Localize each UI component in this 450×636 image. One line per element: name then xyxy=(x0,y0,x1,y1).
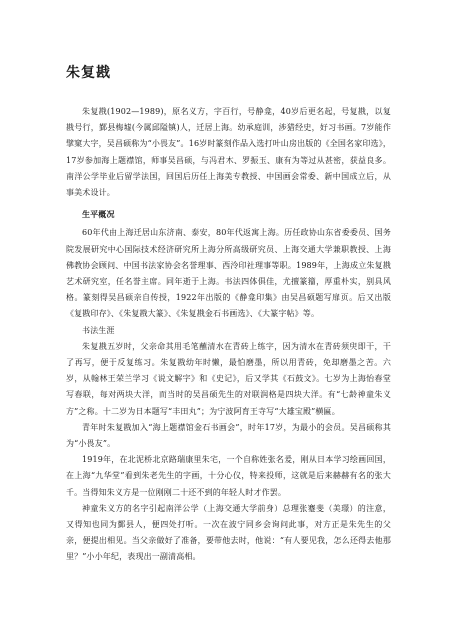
article-body xyxy=(66,104,391,566)
life-paragraph: 60年代由上海迁居山东济南、泰安，80年代返寓上海。历任政协山东省委委员、国务院发展研究中心国际技术经济研究所上海分所高级研究员、上海交通大学兼职教授、上海佛教协会顾问、中国书法家协会名誉理事、西泠印社理事等职。1989年，上海成立朱复戡艺术研究室，任名誉主席。同年逝于上海。书法四体俱佳，尤擅篆籀，厚重朴实，别具风格。篆刻得吴昌硕亲自传授，1922年出版的《静龛印集》由吴昌硕题写扉页。后又出版《复戡印存》、《朱复戡大篆》、《朱复戡金石书画选》、《大篆字帖》等。 xyxy=(66,228,391,319)
practice-paragraph-1: 朱复戡五岁时，父亲命其用毛笔蘸清水在青砖上练字，因为清水在青砖须臾即干，干了再写，便于反复练习。朱复戡幼年时懒，最怕磨墨，所以用青砖，免却磨墨之苦。六岁，从翰林王荣兰学习《说文解字》和《史记》，后又学其《石鼓文》。七岁为上海怡春堂写春联，每对两块大洋，而当时的吴昌硕先生的对联润格是四块大洋。有“七龄神童朱义方”之称。十二岁为日本题写“丰田丸”；为宁波阿育王寺写“大雄宝殿”横匾。 xyxy=(66,341,391,416)
practice-paragraph-3: 1919年，在北泥桥北京路瑞康里朱宅，一个自称姓张名爰，刚从日本学习绘画回国，在上海“九华堂”看到朱老先生的字画，十分心仪，特来投师，这就是后来赫赫有名的张大千。当得知朱义方是一位刚刚二十还不到的年轻人时才作罢。 xyxy=(66,455,391,497)
section-heading-life: 生平概况 xyxy=(82,210,115,220)
section-heading-practice: 书法生涯 xyxy=(82,325,115,335)
bio-paragraph: 朱复戡(1902—1989)，原名义方，字百行，号静龛，40岁后更名起，号复戡，以复戡号行，鄞县梅墟(今属邱隘镇)人，迁居上海。幼承庭训，涉猎经史，好习书画。7岁能作擘窠大字，吴昌硕称为“小畏友”。16岁时篆刻作品入选打叶山房出版的《全国名家印选》，17岁参加海上题襟馆，师事吴昌硕，与冯君木、罗振玉、康有为等过从甚密，获益良多。南洋公学毕业后留学法国，回国后历任上海美专教授、中国画会常委、新中国成立后，从事美术设计。 xyxy=(66,107,391,198)
practice-paragraph-2: 青年时朱复戡加入“海上题襟馆金石书画会”，时年17岁，为最小的会员。吴昌硕称其为“小畏友”。 xyxy=(66,422,391,449)
page-title: 朱复戡 xyxy=(66,65,111,81)
practice-paragraph-4: 神童朱义方的名字引起南洋公学（上海交通大学前身）总理张蹇斐（美璟）的注意，又得知也同为鄞县人，便四处打听。一次在波宁同乡会询问此事，对方正是朱先生的父亲，便提出相见。当父亲做好了准备，要带他去时，他说：“有人要见我，怎么还得去他那里？”小小年纪，表现出一副清高相。 xyxy=(66,503,391,562)
